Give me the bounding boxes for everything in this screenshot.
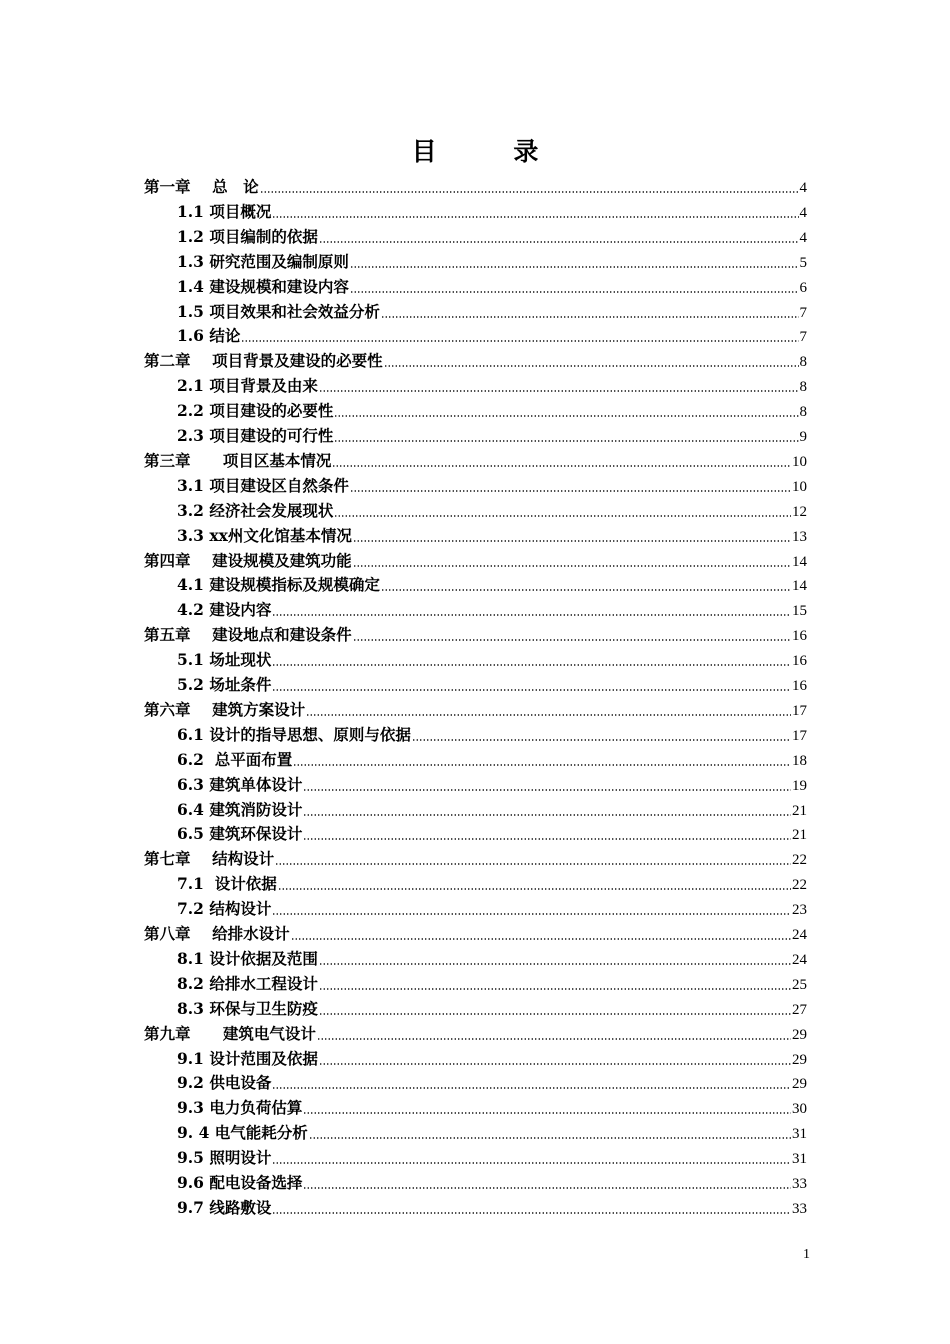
toc-chapter-entry[interactable] xyxy=(144,449,807,473)
toc-entry-number: 7.1 xyxy=(177,874,210,894)
toc-entry-number: 7.2 xyxy=(177,899,204,919)
toc-dot-leader xyxy=(306,714,791,716)
toc-section-entry[interactable] xyxy=(177,524,807,548)
toc-section-entry[interactable] xyxy=(177,748,807,772)
toc-entry-number: 第一章 xyxy=(144,177,191,196)
toc-dot-leader xyxy=(350,291,799,293)
toc-entry-number: 1.2 xyxy=(177,226,204,246)
toc-section-entry[interactable] xyxy=(177,200,807,224)
toc-entry-number: 9.3 xyxy=(177,1098,204,1118)
toc-entry-title: 设计依据 xyxy=(214,874,277,894)
toc-entry-page: 13 xyxy=(792,528,807,545)
toc-dot-leader xyxy=(317,1038,791,1040)
toc-dot-leader xyxy=(319,241,799,243)
toc-section-entry[interactable] xyxy=(177,300,807,324)
toc-section-entry[interactable] xyxy=(177,399,807,423)
toc-entry-page: 23 xyxy=(792,902,807,919)
toc-entry-title: 总 论 xyxy=(212,177,259,196)
toc-dot-leader xyxy=(334,515,791,517)
toc-dot-leader xyxy=(291,938,791,940)
toc-entry-title: 供电设备 xyxy=(209,1073,272,1093)
toc-chapter-entry[interactable] xyxy=(144,1022,807,1046)
toc-entry-page: 22 xyxy=(792,877,807,894)
toc-entry-title: 结构设计 xyxy=(209,899,272,919)
toc-entry-title: 建筑单体设计 xyxy=(209,774,303,794)
toc-entry-title: 建设地点和建设条件 xyxy=(212,625,352,645)
toc-chapter-entry[interactable] xyxy=(144,549,807,573)
toc-dot-leader xyxy=(319,390,799,392)
toc-entry-number: 1.3 xyxy=(177,251,204,271)
toc-entry-title: 建筑方案设计 xyxy=(212,699,306,719)
toc-dot-leader xyxy=(303,1187,791,1189)
toc-entry-title: 线路敷设 xyxy=(209,1197,272,1217)
toc-entry-number: 3.3 xyxy=(177,525,204,545)
toc-entry-number: 8.3 xyxy=(177,998,204,1018)
toc-entry-page: 7 xyxy=(799,304,807,321)
toc-entry-title: 项目区基本情况 xyxy=(222,450,332,470)
toc-dot-leader xyxy=(293,764,791,766)
toc-entry-gap xyxy=(191,549,213,573)
toc-entry-title: 研究范围及编制原则 xyxy=(209,251,349,271)
toc-section-entry[interactable] xyxy=(177,225,807,249)
toc-chapter-entry[interactable] xyxy=(144,349,807,373)
toc-entry-title: 场址条件 xyxy=(209,675,272,694)
toc-entry-number: 第九章 xyxy=(144,1023,191,1043)
toc-dot-leader xyxy=(319,988,791,990)
toc-entry-number: 9.7 xyxy=(177,1197,204,1217)
toc-dot-leader xyxy=(412,739,791,741)
toc-entry-gap xyxy=(191,349,213,373)
toc-dot-leader xyxy=(275,863,791,865)
toc-entry-title: 项目概况 xyxy=(209,201,272,221)
toc-entry-gap xyxy=(191,698,213,722)
toc-entry-title: 项目编制的依据 xyxy=(209,226,318,246)
toc-entry-page: 16 xyxy=(792,628,807,645)
toc-entry-page: 10 xyxy=(792,478,807,495)
toc-section-entry[interactable] xyxy=(177,897,807,921)
toc-entry-title: 照明设计 xyxy=(209,1148,272,1168)
toc-entry-title: 环保与卫生防疫 xyxy=(209,998,318,1018)
toc-entry-title: 设计的指导思想、原则与依据 xyxy=(209,724,411,744)
toc-entry-title: 建设规模及建筑功能 xyxy=(212,550,352,570)
toc-entry-title: 总平面布置 xyxy=(214,749,293,769)
toc-chapter-entry[interactable] xyxy=(144,698,807,722)
toc-section-entry[interactable] xyxy=(177,1047,807,1071)
toc-entry-page: 31 xyxy=(792,1126,807,1143)
toc-section-entry[interactable] xyxy=(177,1196,807,1220)
toc-entry-page: 29 xyxy=(792,1076,807,1093)
toc-entry-title: 建筑消防设计 xyxy=(209,799,303,819)
toc-entry-page: 24 xyxy=(792,927,807,943)
toc-entry-title: 结论 xyxy=(209,326,241,346)
toc-entry-number: 第八章 xyxy=(144,924,191,943)
toc-entry-title: 建设规模和建设内容 xyxy=(209,276,349,296)
toc-chapter-entry[interactable] xyxy=(144,623,807,647)
toc-entry-title: 电力负荷估算 xyxy=(209,1098,303,1118)
toc-entry-page: 33 xyxy=(792,1176,807,1192)
toc-section-entry[interactable] xyxy=(177,822,807,846)
toc-entry-page: 16 xyxy=(792,653,807,670)
toc-entry-title: 项目建设区自然条件 xyxy=(209,475,349,495)
toc-entry-page: 16 xyxy=(792,678,807,694)
toc-dot-leader xyxy=(272,664,791,666)
toc-entry-title: xx州文化馆基本情况 xyxy=(209,525,352,545)
toc-section-entry[interactable] xyxy=(177,250,807,274)
toc-entry-page: 24 xyxy=(792,951,807,968)
toc-entry-title: 给排水设计 xyxy=(212,924,290,943)
toc-entry-number: 4.1 xyxy=(177,575,204,595)
toc-dot-leader xyxy=(350,490,791,492)
toc-dot-leader xyxy=(332,465,791,467)
toc-dot-leader xyxy=(303,838,791,840)
toc-section-entry[interactable] xyxy=(177,1121,807,1145)
toc-entry-number: 3.1 xyxy=(177,475,204,495)
toc-entry-page: 12 xyxy=(792,503,807,520)
toc-entry-number: 6.1 xyxy=(177,724,204,744)
toc-entry-page: 4 xyxy=(799,180,807,196)
toc-dot-leader xyxy=(319,1063,791,1065)
toc-entry-title: 建筑环保设计 xyxy=(209,824,303,844)
toc-dot-leader xyxy=(272,216,798,218)
toc-section-entry[interactable] xyxy=(177,324,807,348)
toc-entry-page: 7 xyxy=(799,329,807,346)
toc-entry-page: 9 xyxy=(799,429,807,445)
toc-entry-gap xyxy=(191,847,213,871)
toc-entry-title: 项目背景及由来 xyxy=(209,376,318,396)
toc-entry-page: 30 xyxy=(792,1101,807,1118)
toc-entry-title: 电气能耗分析 xyxy=(214,1123,308,1143)
toc-dot-leader xyxy=(334,440,798,442)
toc-dot-leader xyxy=(319,963,791,965)
toc-section-entry[interactable] xyxy=(177,798,807,822)
toc-entry-number: 第三章 xyxy=(144,450,191,470)
toc-entry-page: 21 xyxy=(792,827,807,844)
toc-entry-title: 建设内容 xyxy=(209,600,272,620)
toc-entry-number: 8.2 xyxy=(177,973,204,993)
toc-entry-title: 结构设计 xyxy=(212,849,275,869)
toc-entry-title: 配电设备选择 xyxy=(209,1173,303,1192)
toc-dot-leader xyxy=(381,316,799,318)
toc-entry-number: 6.5 xyxy=(177,824,204,844)
toc-entry-number: 6.3 xyxy=(177,774,204,794)
toc-entry-title: 设计依据及范围 xyxy=(209,948,318,968)
toc-entry-number: 9.1 xyxy=(177,1048,204,1068)
toc-entry-page: 14 xyxy=(792,553,807,570)
toc-entry-page: 17 xyxy=(792,702,807,719)
toc-entry-page: 8 xyxy=(799,354,807,371)
toc-entry-number: 5.1 xyxy=(177,650,204,670)
toc-entry-number: 4.2 xyxy=(177,600,204,620)
toc-dot-leader xyxy=(272,1212,791,1214)
toc-dot-leader xyxy=(334,415,798,417)
toc-entry-gap xyxy=(191,623,213,647)
toc-entry-number: 第六章 xyxy=(144,699,191,719)
toc-dot-leader xyxy=(272,1087,791,1089)
toc-entry-page: 22 xyxy=(792,852,807,869)
toc-dot-leader xyxy=(350,266,799,268)
toc-dot-leader xyxy=(272,1162,791,1164)
toc-entry-number: 5.2 xyxy=(177,675,204,694)
toc-dot-leader xyxy=(381,589,791,591)
toc-section-entry[interactable] xyxy=(177,275,807,299)
toc-dot-leader xyxy=(353,639,791,641)
toc-entry-number: 1.1 xyxy=(177,201,204,221)
toc-entry-page: 4 xyxy=(799,204,807,221)
toc-section-entry[interactable] xyxy=(177,374,807,398)
toc-entry-page: 18 xyxy=(792,752,807,769)
toc-entry-page: 4 xyxy=(799,229,807,246)
toc-section-entry[interactable] xyxy=(177,499,807,523)
toc-section-entry[interactable] xyxy=(177,598,807,622)
toc-entry-page: 5 xyxy=(799,254,807,271)
toc-section-entry[interactable] xyxy=(177,474,807,498)
toc-dot-leader xyxy=(384,365,799,367)
toc-dot-leader xyxy=(260,191,799,193)
toc-dot-leader xyxy=(272,689,791,691)
toc-entry-title: 场址现状 xyxy=(209,650,272,670)
toc-entry-page: 27 xyxy=(792,1001,807,1018)
toc-entry-gap xyxy=(191,175,213,199)
toc-entry-page: 8 xyxy=(799,404,807,421)
toc-entry-number: 1.4 xyxy=(177,276,204,296)
toc-entry-number: 第二章 xyxy=(144,351,191,371)
toc-entry-number: 6.2 xyxy=(177,749,210,769)
toc-entry-gap xyxy=(191,1022,223,1046)
toc-section-entry[interactable] xyxy=(177,1096,807,1120)
toc-chapter-entry[interactable] xyxy=(144,175,807,199)
toc-chapter-entry[interactable] xyxy=(144,922,807,946)
toc-dot-leader xyxy=(309,1137,791,1139)
toc-section-entry[interactable] xyxy=(177,773,807,797)
toc-entry-page: 15 xyxy=(792,603,807,620)
toc-entry-page: 31 xyxy=(792,1151,807,1168)
toc-entry-number: 9. 4 xyxy=(177,1123,210,1143)
toc-entry-number: 第四章 xyxy=(144,550,191,570)
toc-dot-leader xyxy=(303,814,791,816)
toc-dot-leader xyxy=(278,888,791,890)
toc-section-entry[interactable] xyxy=(177,972,807,996)
toc-entry-number: 2.2 xyxy=(177,401,204,421)
toc-dot-leader xyxy=(241,340,798,342)
toc-entry-number: 2.3 xyxy=(177,426,204,445)
toc-entry-title: 建筑电气设计 xyxy=(222,1023,316,1043)
toc-entry-page: 14 xyxy=(792,578,807,595)
toc-entry-number: 第七章 xyxy=(144,849,191,869)
toc-section-entry[interactable] xyxy=(177,997,807,1021)
toc-entry-title: 建设规模指标及规模确定 xyxy=(209,575,380,595)
toc-entry-page: 33 xyxy=(792,1200,807,1217)
toc-entry-title: 设计范围及依据 xyxy=(209,1048,318,1068)
toc-entry-number: 1.6 xyxy=(177,326,204,346)
toc-entry-title: 给排水工程设计 xyxy=(209,973,318,993)
toc-entry-number: 1.5 xyxy=(177,301,204,321)
toc-chapter-entry[interactable] xyxy=(144,847,807,871)
toc-entry-number: 8.1 xyxy=(177,948,204,968)
toc-entry-page: 10 xyxy=(792,453,807,470)
toc-entry-title: 项目效果和社会效益分析 xyxy=(209,301,380,321)
toc-section-entry[interactable] xyxy=(177,673,807,697)
page-number: 1 xyxy=(803,1247,810,1262)
toc-entry-title: 项目背景及建设的必要性 xyxy=(212,351,383,371)
toc-entry-page: 8 xyxy=(799,379,807,396)
toc-section-entry[interactable] xyxy=(177,1171,807,1195)
toc-entry-title: 经济社会发展现状 xyxy=(209,500,334,520)
toc-dot-leader xyxy=(272,614,791,616)
toc-title: 目 录 xyxy=(411,137,573,166)
toc-section-entry[interactable] xyxy=(177,723,807,747)
toc-dot-leader xyxy=(353,565,791,567)
toc-dot-leader xyxy=(353,540,791,542)
toc-section-entry[interactable] xyxy=(177,1146,807,1170)
toc-section-entry[interactable] xyxy=(177,573,807,597)
toc-dot-leader xyxy=(319,1013,791,1015)
toc-entry-page: 21 xyxy=(792,802,807,819)
toc-entry-number: 第五章 xyxy=(144,625,191,645)
toc-entry-number: 3.2 xyxy=(177,500,204,520)
toc-entry-gap xyxy=(191,922,213,946)
toc-entry-page: 6 xyxy=(799,279,807,296)
toc-section-entry[interactable] xyxy=(177,648,807,672)
toc-entry-number: 6.4 xyxy=(177,799,204,819)
toc-section-entry[interactable] xyxy=(177,424,807,448)
toc-entry-number: 2.1 xyxy=(177,376,204,396)
toc-entry-page: 17 xyxy=(792,727,807,744)
toc-section-entry[interactable] xyxy=(177,872,807,896)
toc-entry-number: 9.6 xyxy=(177,1173,204,1192)
toc-entry-number: 9.5 xyxy=(177,1148,204,1168)
toc-section-entry[interactable] xyxy=(177,947,807,971)
toc-entry-number: 9.2 xyxy=(177,1073,204,1093)
toc-dot-leader xyxy=(303,1112,791,1114)
toc-section-entry[interactable] xyxy=(177,1071,807,1095)
toc-entry-title: 项目建设的可行性 xyxy=(209,426,334,445)
toc-dot-leader xyxy=(272,913,791,915)
toc-entry-gap xyxy=(191,449,223,473)
toc-entry-page: 19 xyxy=(792,777,807,794)
toc-dot-leader xyxy=(303,789,791,791)
toc-entry-page: 29 xyxy=(792,1051,807,1068)
toc-entry-page: 29 xyxy=(792,1026,807,1043)
toc-entry-title: 项目建设的必要性 xyxy=(209,401,334,421)
toc-entry-page: 25 xyxy=(792,976,807,993)
